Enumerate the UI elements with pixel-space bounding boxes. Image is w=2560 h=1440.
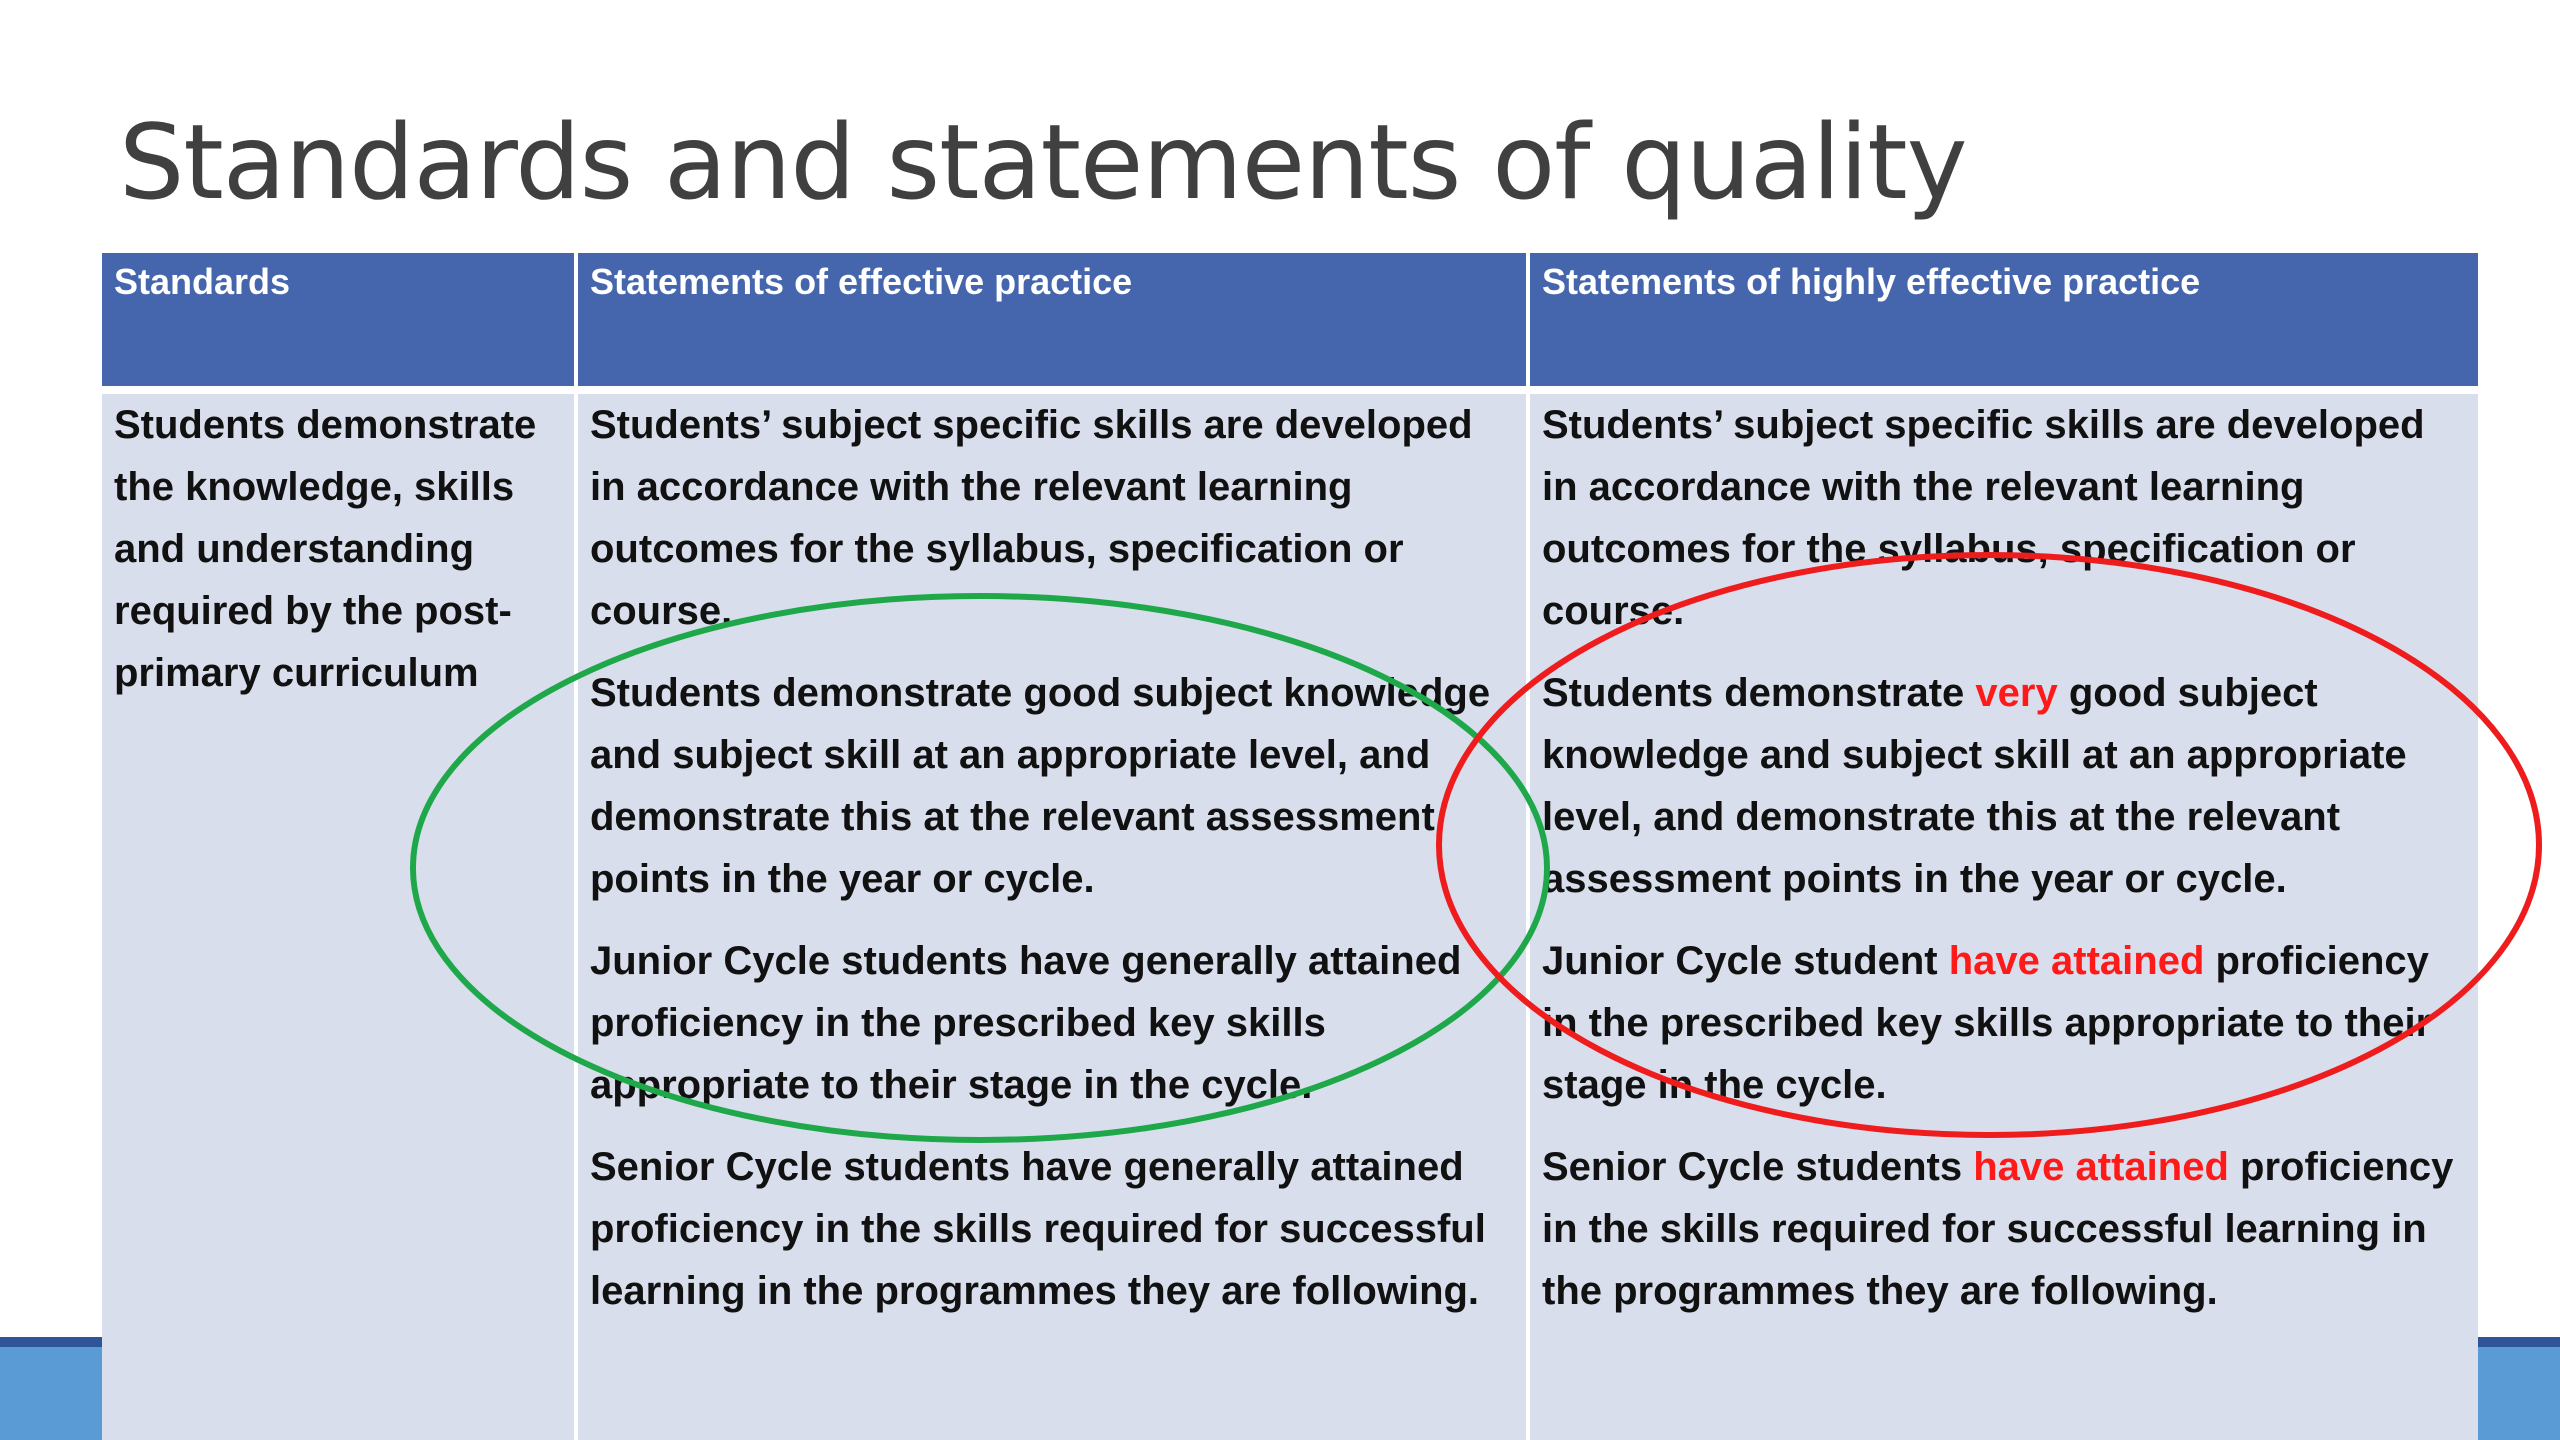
header-highly-effective-practice: Statements of highly effective practice <box>1530 253 2478 386</box>
effective-knowledge-statement: Students demonstrate good subject knowledge and subject skill at an appropriate level, and demonstrate this at the relevant assessment points in the year or cycle. <box>590 671 1491 901</box>
statement-text: Students demonstrate <box>1542 671 1976 715</box>
highly-effective-senior-cycle-statement <box>1542 1136 2466 1322</box>
header-standards: Standards <box>102 253 574 386</box>
quality-table <box>102 253 2478 1440</box>
header-effective-practice: Statements of effective practice <box>578 253 1526 386</box>
statement-text: Senior Cycle students <box>1542 1145 1974 1189</box>
statement-text: Junior Cycle student <box>1542 939 1949 983</box>
effective-skills-statement: Students’ subject specific skills are developed in accordance with the relevant learning outcomes for the syllabus, specification or course. <box>590 403 1473 633</box>
highlight-very: very <box>1975 671 2058 715</box>
decorative-bar-left <box>0 1337 104 1440</box>
standard-text: Students demonstrate the knowledge, skills and understanding required by the post-primary curriculum <box>114 403 537 695</box>
effective-practice-cell <box>578 394 1526 1440</box>
highly-effective-practice-cell <box>1530 394 2478 1440</box>
decorative-bar-right <box>2478 1337 2560 1440</box>
highlight-have-attained: have attained <box>1973 1145 2229 1189</box>
standards-cell <box>102 394 574 1440</box>
statement-text: good subject knowledge and subject skill at an appropriate level, and demonstrate this at the relevant assessment points in the year or cycle. <box>1542 671 2407 901</box>
statement-text: proficiency in the prescribed key skills appropriate to their stage in the cycle. <box>1542 939 2432 1107</box>
slide-title: Standards and statements of quality <box>119 103 1967 223</box>
effective-senior-cycle-statement: Senior Cycle students have generally attained proficiency in the skills required for successful learning in the programmes they are following. <box>590 1145 1486 1313</box>
highly-effective-junior-cycle-statement <box>1542 930 2466 1116</box>
statement-text: proficiency in the skills required for successful learning in the programmes they are following. <box>1542 1145 2454 1313</box>
highlight-have-attained: have attained <box>1948 939 2205 983</box>
highly-effective-skills-statement: Students’ subject specific skills are developed in accordance with the relevant learning outcomes for the syllabus, specification or course. <box>1542 403 2425 633</box>
effective-junior-cycle-statement: Junior Cycle students have generally attained proficiency in the prescribed key skills appropriate to their stage in the cycle. <box>590 939 1462 1107</box>
highly-effective-knowledge-statement <box>1542 662 2466 910</box>
